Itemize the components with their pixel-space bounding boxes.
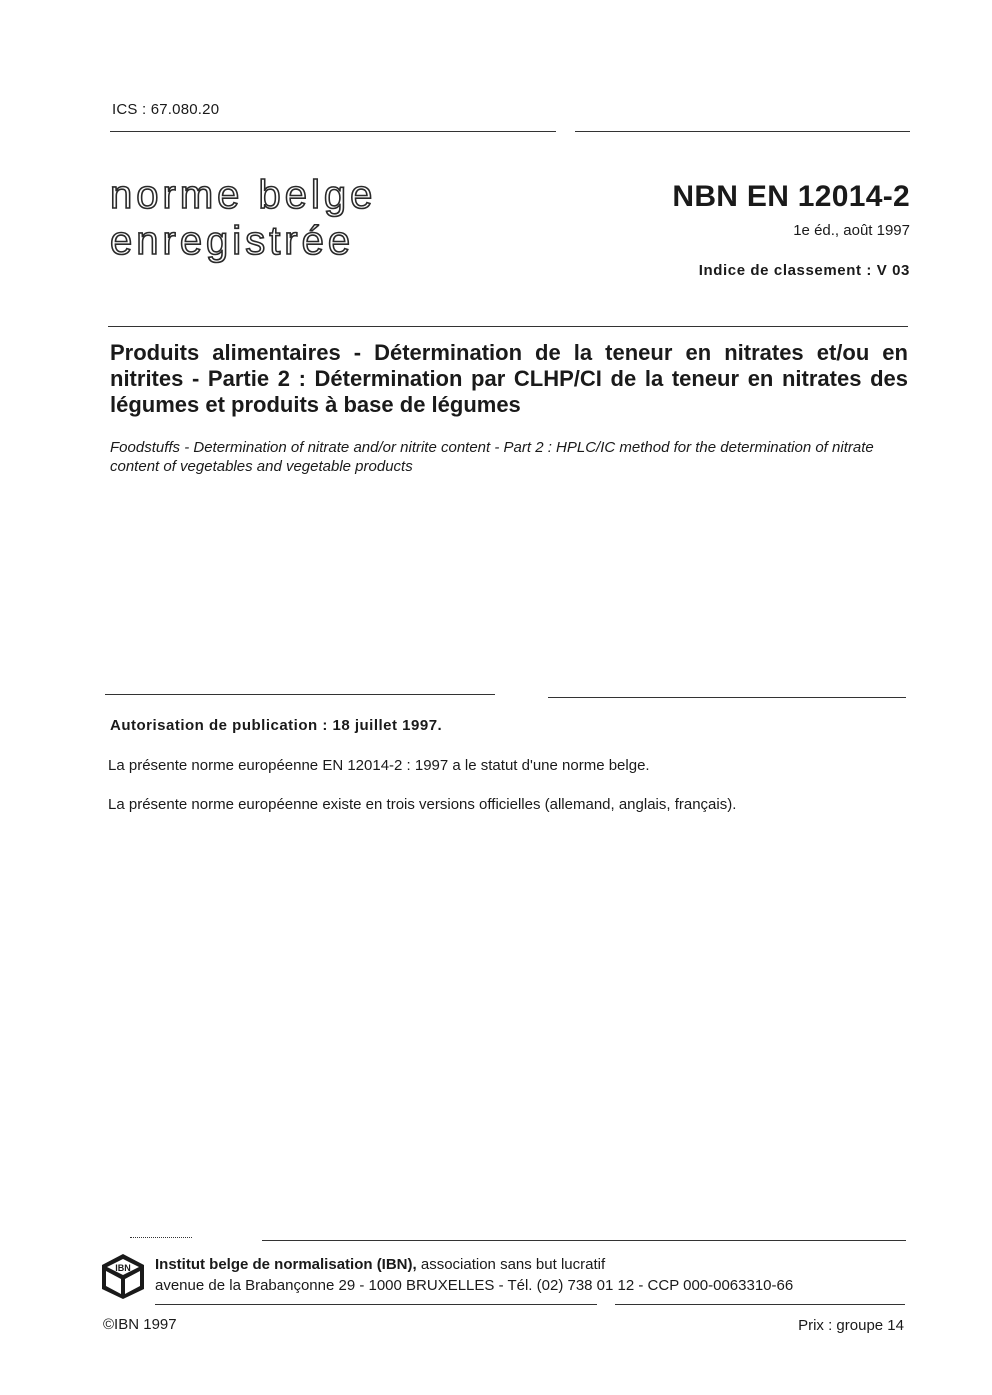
institute-address: avenue de la Brabançonne 29 - 1000 BRUXELLES - Tél. (02) 738 01 12 - CCP 000-0063310-66	[155, 1277, 794, 1294]
english-title: Foodstuffs - Determination of nitrate and/or nitrite content - Part 2 : HPLC/IC method for the determination of nitrate content of vegetables and vegetable products	[110, 439, 874, 475]
standard-number: NBN EN 12014-2	[672, 180, 910, 213]
ics-code: ICS : 67.080.20	[112, 101, 220, 118]
institute-name: Institut belge de normalisation (IBN),	[155, 1256, 417, 1273]
body-rule-left	[105, 694, 495, 695]
logo-letter-i: IBN	[115, 1263, 131, 1273]
ibn-logo-icon	[100, 1252, 146, 1300]
french-title: Produits alimentaires - Détermination de la teneur en nitrates et/ou en nitrites - Partie 2 : Détermination par CLHP/CI de la teneur en nitrates des légumes et produits à base de légumes	[110, 340, 908, 417]
footer-rule-left	[130, 1237, 192, 1238]
copyright: ©IBN 1997	[103, 1316, 177, 1333]
footer-bottom-rule-right	[615, 1304, 905, 1305]
institute-line	[155, 1256, 605, 1273]
header-rule-left	[110, 131, 556, 132]
price-group: Prix : groupe 14	[798, 1317, 904, 1334]
classification-index: Indice de classement : V 03	[698, 262, 910, 279]
versions-paragraph: La présente norme européenne existe en trois versions officielles (allemand, anglais, français).	[108, 796, 737, 813]
footer-rule-right	[262, 1240, 906, 1241]
brand-line-1: norme belge	[110, 173, 377, 217]
brand-line-2: enregistrée	[110, 219, 355, 263]
status-paragraph: La présente norme européenne EN 12014-2 : 1997 a le statut d'une norme belge.	[108, 757, 650, 774]
body-rule-right	[548, 697, 906, 698]
footer-bottom-rule-left	[155, 1304, 597, 1305]
edition-date: 1e éd., août 1997	[793, 222, 910, 239]
title-rule	[108, 326, 908, 327]
brand-title	[110, 172, 376, 264]
publication-authorization: Autorisation de publication : 18 juillet 1997.	[110, 717, 443, 734]
header-rule-right	[575, 131, 910, 132]
institute-description: association sans but lucratif	[416, 1256, 606, 1273]
